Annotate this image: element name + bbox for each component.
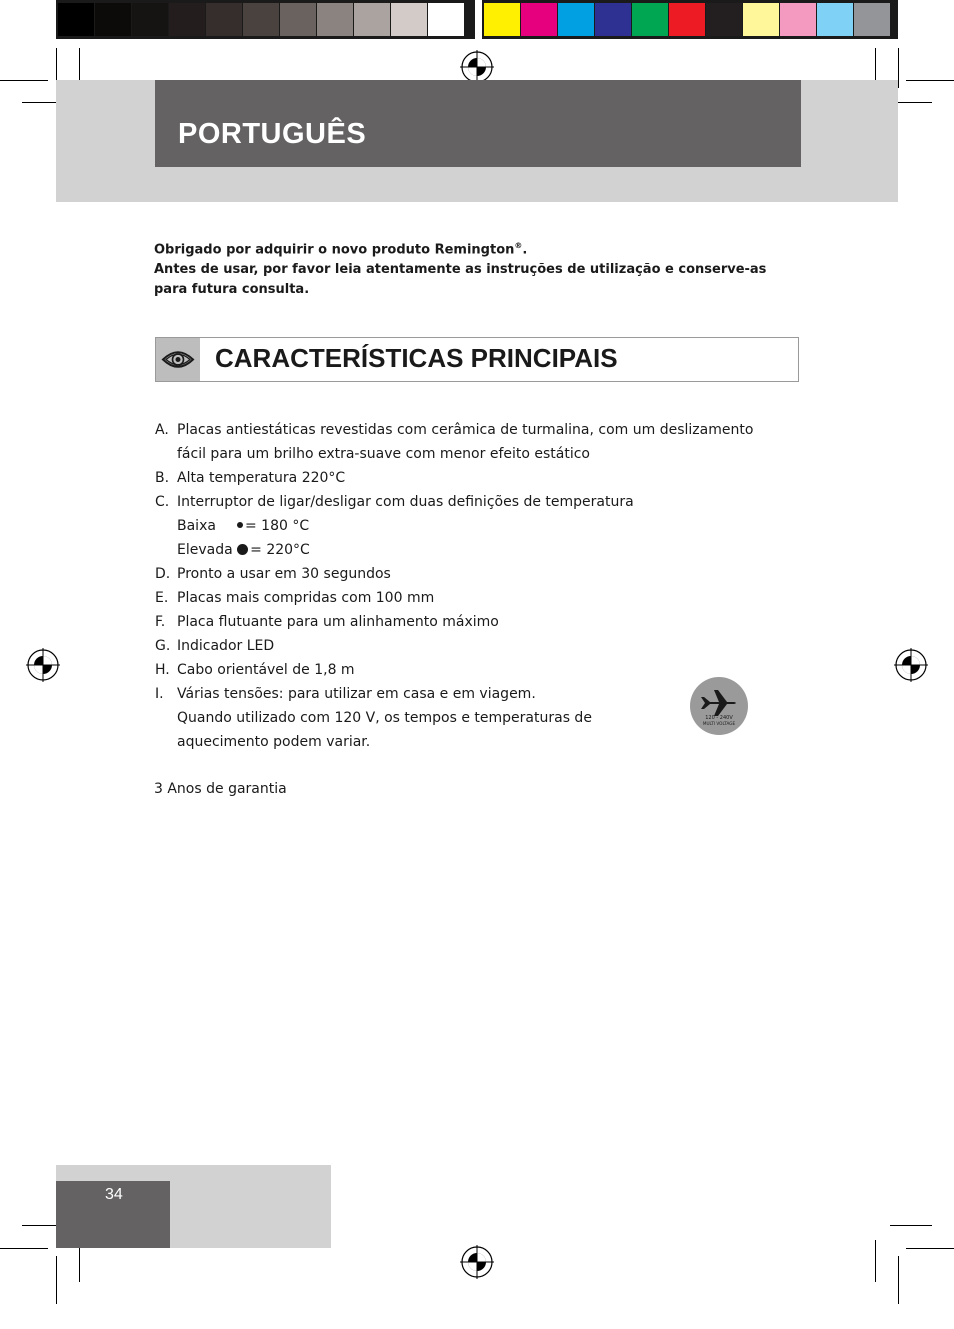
registration-mark-icon [460,50,494,84]
airplane-icon [689,676,749,736]
list-item: C. Interruptor de ligar/desligar com duas definições de temperatura Baixa = 180 °C Elevada = 220°C [155,490,775,562]
color-swatch [558,3,594,36]
color-bar-left [56,0,475,39]
section-title: CARACTERÍSTICAS PRINCIPAIS [215,343,618,373]
intro-text [154,236,794,300]
color-swatch [669,3,705,36]
large-dot-icon [237,544,248,555]
color-swatch [169,3,205,36]
intro-line-2: Antes de usar, por favor leia atentamente as instruções de utilização e conserve-as para futura consulta. [154,262,767,298]
temp-high-row: Elevada = 220°C [177,542,310,558]
list-item: G. Indicador LED [155,638,275,654]
section-icon-box [156,338,200,381]
color-bar-right [482,0,898,39]
color-swatch [280,3,316,36]
crop-mark [0,1248,48,1249]
color-swatch [243,3,279,36]
color-swatch [632,3,668,36]
color-swatch [428,3,464,36]
list-item: E. Placas mais compridas com 100 mm [155,590,435,606]
color-swatch [317,3,353,36]
list-item: F. Placa flutuante para um alinhamento máximo [155,614,499,630]
color-swatch [780,3,816,36]
page-number: 34 [105,1186,123,1203]
color-swatch [484,3,520,36]
list-item: D. Pronto a usar em 30 segundos [155,566,391,582]
registration-mark-icon [894,648,928,682]
color-swatch [706,3,742,36]
list-item: B. Alta temperatura 220°C [155,470,346,486]
svg-text:120 - 240V: 120 - 240V [705,715,733,721]
color-swatch [95,3,131,36]
svg-text:MULTI VOLTAGE: MULTI VOLTAGE [702,721,736,726]
color-swatch [743,3,779,36]
list-item: A. Placas antiestáticas revestidas com cerâmica de turmalina, com um deslizamento fácil para um brilho extra-suave com menor efeito estático [155,422,754,462]
color-swatch [206,3,242,36]
crop-mark [898,1256,899,1304]
crop-mark [890,1225,932,1226]
crop-mark [0,80,48,81]
color-swatch [854,3,890,36]
color-swatch [391,3,427,36]
voltage-note: Quando utilizado com 120 V, os tempos e temperaturas de aquecimento podem variar. [177,710,592,750]
color-swatch [58,3,94,36]
color-swatch [132,3,168,36]
color-swatch [354,3,390,36]
list-item: I. Várias tensões: para utilizar em casa e em viagem. Quando utilizado com 120 V, os tempos e temperaturas de aquecimento podem variar. [155,682,775,754]
crop-mark [56,1256,57,1304]
crop-mark [906,80,954,81]
color-swatch [521,3,557,36]
crop-mark [898,48,899,88]
features-list [155,418,775,754]
small-dot-icon [237,522,243,528]
registration-mark-icon [460,1245,494,1279]
color-swatch [817,3,853,36]
warranty-text: 3 Anos de garantia [154,781,287,797]
temp-low-row: Baixa = 180 °C [177,518,310,534]
page-title: PORTUGUÊS [178,118,367,150]
crop-mark [906,1248,954,1249]
section-heading [155,337,799,382]
color-swatch [595,3,631,36]
registration-mark-icon [26,648,60,682]
crop-mark [875,1240,876,1282]
intro-line-1: Obrigado por adquirir o novo produto Remington®. [154,241,528,258]
eye-icon [156,338,200,381]
list-item: H. Cabo orientável de 1,8 m [155,662,355,678]
